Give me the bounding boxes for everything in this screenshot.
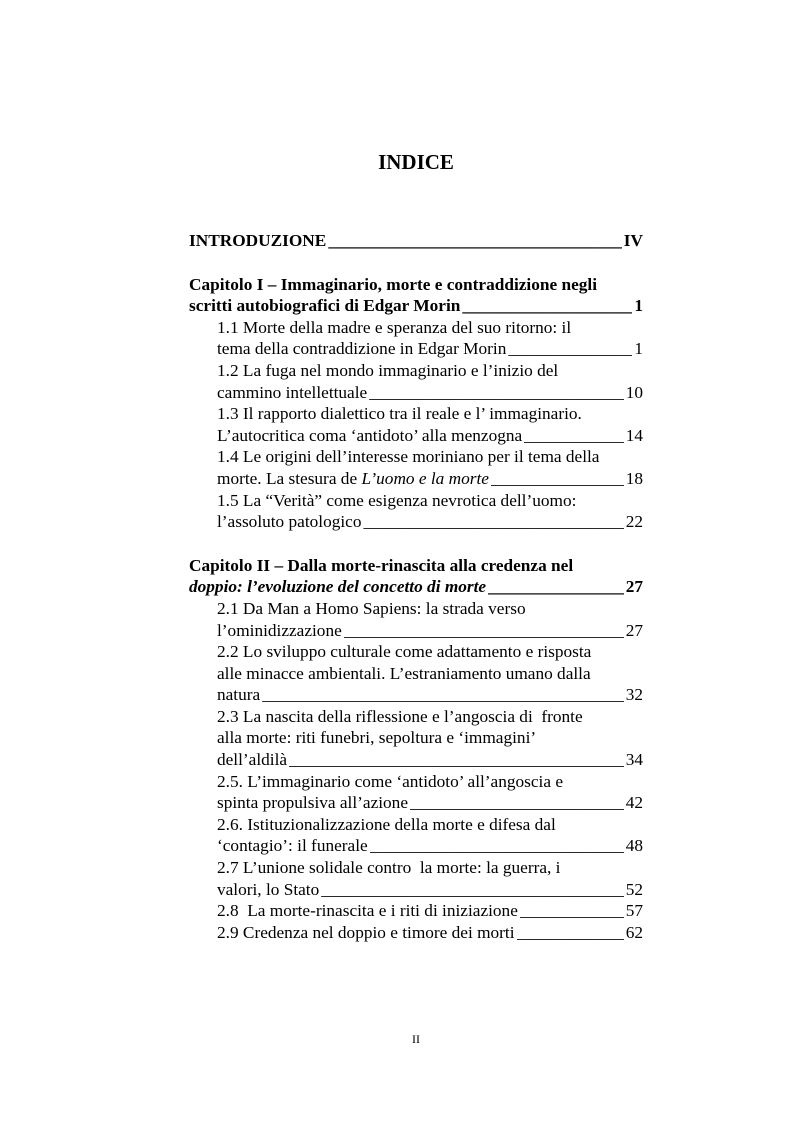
section-2-7-end: valori, lo Stato _____ 52 — [189, 879, 643, 901]
leader-line — [328, 230, 621, 252]
section-2-6-end: ‘contagio’: il funerale _____ 48 — [189, 835, 643, 857]
leader-line — [520, 900, 624, 922]
section-1-2-end: cammino intellettuale _____ 10 — [189, 382, 643, 404]
leader-line — [508, 338, 632, 360]
leader-line — [344, 620, 624, 642]
section-2-1-end: l’ominidizzazione _____ 27 — [189, 620, 643, 642]
leader-line — [462, 295, 632, 317]
section-2-1: 2.1 Da Man a Homo Sapiens: la strada verso — [217, 598, 526, 618]
leader-line — [410, 792, 624, 814]
chapter-1-heading: Capitolo I – Immaginario, morte e contraddizione negli — [189, 274, 597, 294]
entry-page: 27 — [625, 577, 643, 597]
chapter-1-heading-end: scritti autobiografici di Edgar Morin _____ 1 — [189, 295, 643, 317]
section-2-5-end: spinta propulsiva all’azione _____ 42 — [189, 792, 643, 814]
page-title: INDICE — [378, 150, 454, 174]
leader-line — [363, 511, 623, 533]
section-2-2-cont: alle minacce ambientali. L’estraniamento umano dalla — [217, 663, 591, 683]
section-2-5: 2.5. L’immaginario come ‘antidoto’ all’angoscia e — [217, 771, 563, 791]
section-2-7: 2.7 L’unione solidale contro la morte: la guerra, i — [217, 858, 561, 878]
section-1-4-end: morte. La stesura de L’uomo e la morte _____ 18 — [189, 468, 643, 490]
leader-line — [524, 425, 624, 447]
section-2-3: 2.3 La nascita della riflessione e l’angoscia di fronte — [217, 706, 583, 726]
book-title: L’uomo e la morte — [361, 468, 489, 488]
section-1-3: 1.3 Il rapporto dialettico tra il reale e l’ immaginario. — [217, 404, 582, 424]
section-2-8: 2.8 La morte-rinascita e i riti di iniziazione _____ 57 — [189, 900, 643, 922]
section-2-2: 2.2 Lo sviluppo culturale come adattamento e risposta — [217, 642, 592, 662]
section-2-3-end: dell’aldilà _____ 34 — [189, 749, 643, 771]
leader-line — [370, 835, 624, 857]
toc-entry-introduction — [189, 230, 643, 252]
leader-line — [369, 382, 624, 404]
entry-page: 1 — [634, 296, 643, 316]
section-2-3-cont: alla morte: riti funebri, sepoltura e ‘immagini’ — [217, 728, 537, 748]
section-1-1-end: tema della contraddizione in Edgar Morin _____ 1 — [189, 338, 643, 360]
section-1-4: 1.4 Le origini dell’interesse moriniano per il tema della — [217, 447, 600, 467]
section-1-1: 1.1 Morte della madre e speranza del suo ritorno: il — [217, 317, 572, 337]
leader-line — [289, 749, 624, 771]
leader-line — [488, 576, 624, 598]
leader-line — [491, 468, 624, 490]
section-1-3-end: L’autocritica coma ‘antidoto’ alla menzogna _____ 14 — [189, 425, 643, 447]
leader-line — [321, 879, 623, 901]
section-2-2-end: natura _____ 32 — [189, 684, 643, 706]
section-1-5-end: l’assoluto patologico _____ 22 — [189, 511, 643, 533]
leader-line — [517, 922, 624, 944]
leader-line — [262, 684, 624, 706]
section-2-9: 2.9 Credenza nel doppio e timore dei morti _____ 62 — [189, 922, 643, 944]
section-1-5: 1.5 La “Verità” come esigenza nevrotica dell’uomo: — [217, 490, 577, 510]
entry-label: INTRODUZIONE — [189, 231, 327, 250]
chapter-2-heading: Capitolo II – Dalla morte-rinascita alla credenza nel — [189, 555, 574, 575]
section-2-6: 2.6. Istituzionalizzazione della morte e difesa dal — [217, 814, 556, 834]
entry-page: IV — [623, 231, 643, 250]
section-1-2: 1.2 La fuga nel mondo immaginario e l’inizio del — [217, 360, 559, 380]
chapter-2-heading-end: doppio: l’evoluzione del concetto di morte _____ 27 — [189, 576, 643, 598]
table-of-contents — [189, 230, 643, 943]
page-number: II — [412, 1032, 420, 1046]
